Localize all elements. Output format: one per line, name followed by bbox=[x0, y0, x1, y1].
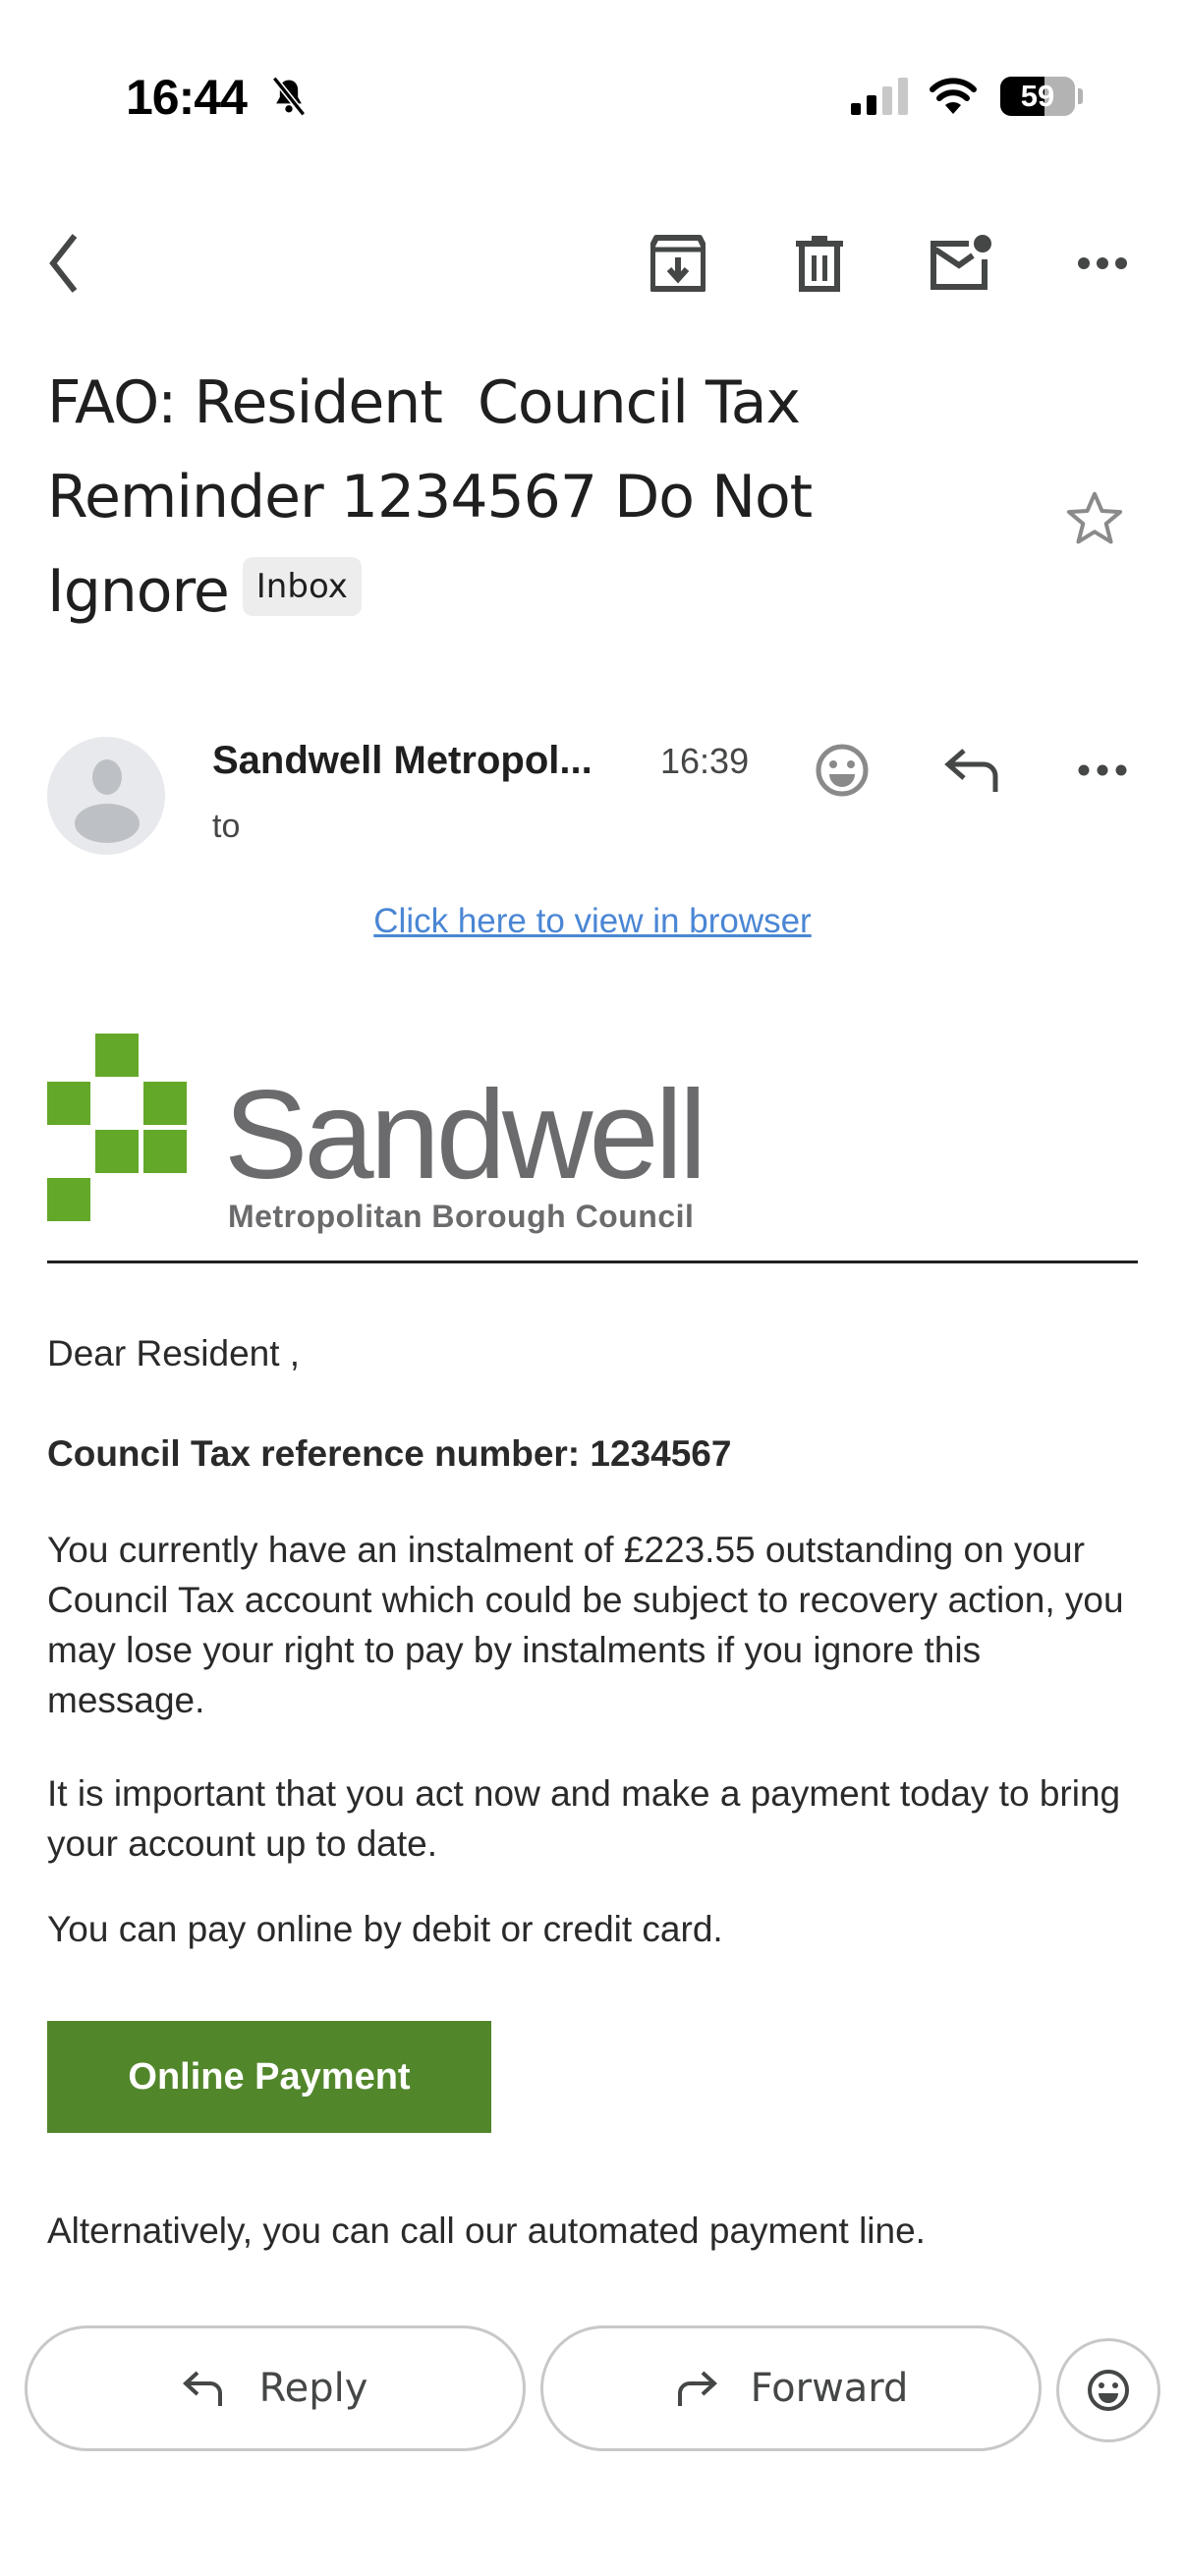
logo-square bbox=[95, 1130, 139, 1173]
logo-square bbox=[143, 1130, 187, 1173]
cellular-signal-icon bbox=[851, 77, 910, 116]
battery-tip bbox=[1078, 88, 1083, 104]
emoji-reaction-button[interactable] bbox=[1056, 2338, 1160, 2442]
body-paragraph-4: Alternatively, you can call our automated payment line. bbox=[47, 2211, 926, 2251]
online-payment-button[interactable]: Online Payment bbox=[47, 2021, 491, 2133]
smiley-icon bbox=[1087, 2369, 1130, 2412]
body-paragraph-3: You can pay online by debit or credit card. bbox=[47, 1909, 723, 1949]
logo-subtitle: Metropolitan Borough Council bbox=[228, 1199, 695, 1234]
smiley-icon bbox=[815, 743, 870, 798]
star-outline-icon[interactable] bbox=[1063, 487, 1126, 550]
inbox-label-chip[interactable]: Inbox bbox=[243, 557, 362, 616]
subject-line-1: FAO: Resident Council Tax bbox=[47, 368, 801, 437]
reply-icon bbox=[944, 747, 1001, 794]
message-more-button[interactable] bbox=[1069, 737, 1136, 804]
view-in-browser-link[interactable] bbox=[0, 902, 1185, 941]
reference-number: Council Tax reference number: 1234567 bbox=[47, 1433, 732, 1474]
subject-line-2: Reminder 1234567 Do Not bbox=[47, 463, 813, 532]
person-avatar-icon bbox=[92, 759, 122, 795]
sender-avatar[interactable] bbox=[47, 737, 165, 855]
sent-time: 16:39 bbox=[660, 741, 750, 781]
forward-icon bbox=[674, 2369, 717, 2408]
avatar-body-shape bbox=[75, 804, 140, 843]
header-divider bbox=[47, 1260, 1138, 1263]
forward-label: Forward bbox=[750, 2366, 909, 2411]
sandwell-logo bbox=[47, 1034, 794, 1234]
trash-icon bbox=[794, 234, 845, 293]
forward-button[interactable] bbox=[540, 2325, 1042, 2451]
react-button[interactable] bbox=[809, 737, 875, 804]
reply-button[interactable] bbox=[25, 2325, 526, 2451]
view-in-browser-text[interactable]: Click here to view in browser bbox=[373, 902, 812, 940]
logo-square bbox=[47, 1082, 90, 1125]
body-paragraph-1: You currently have an instalment of £223.55 outstanding on your Council Tax account which could be subject to recovery action, you may lose your right to pay by instalments if you ignore this message. bbox=[47, 1530, 1124, 1720]
logo-square bbox=[47, 1178, 90, 1221]
subject-line-3: Ignore bbox=[47, 557, 229, 626]
delete-button[interactable] bbox=[788, 232, 851, 295]
archive-icon bbox=[650, 234, 705, 293]
email-subject bbox=[47, 356, 1030, 639]
reply-header-button[interactable] bbox=[939, 737, 1006, 804]
logo-square bbox=[95, 1034, 139, 1077]
body-paragraph-2: It is important that you act now and make a payment today to bring your account up to date. bbox=[47, 1773, 1121, 1864]
more-horizontal-icon bbox=[1077, 255, 1128, 271]
logo-square bbox=[143, 1082, 187, 1125]
reply-label: Reply bbox=[258, 2366, 368, 2411]
chevron-left-icon bbox=[43, 232, 86, 295]
battery-percent: 59 bbox=[1020, 79, 1055, 113]
back-button[interactable] bbox=[33, 232, 96, 295]
sender-name[interactable]: Sandwell Metropol... bbox=[212, 739, 592, 782]
battery-indicator bbox=[1000, 77, 1075, 116]
logo-wordmark: Sandwell bbox=[224, 1065, 704, 1205]
reply-icon bbox=[183, 2369, 226, 2408]
mark-unread-button[interactable] bbox=[930, 232, 992, 295]
wifi-icon bbox=[929, 75, 978, 116]
bell-slash-icon bbox=[267, 75, 310, 118]
more-horizontal-icon bbox=[1077, 762, 1128, 778]
mail-unread-icon bbox=[930, 234, 992, 293]
archive-button[interactable] bbox=[647, 232, 709, 295]
greeting: Dear Resident , bbox=[47, 1333, 301, 1373]
recipient-toggle[interactable]: to bbox=[212, 808, 241, 845]
more-options-button[interactable] bbox=[1071, 232, 1134, 295]
status-time: 16:44 bbox=[126, 70, 247, 125]
